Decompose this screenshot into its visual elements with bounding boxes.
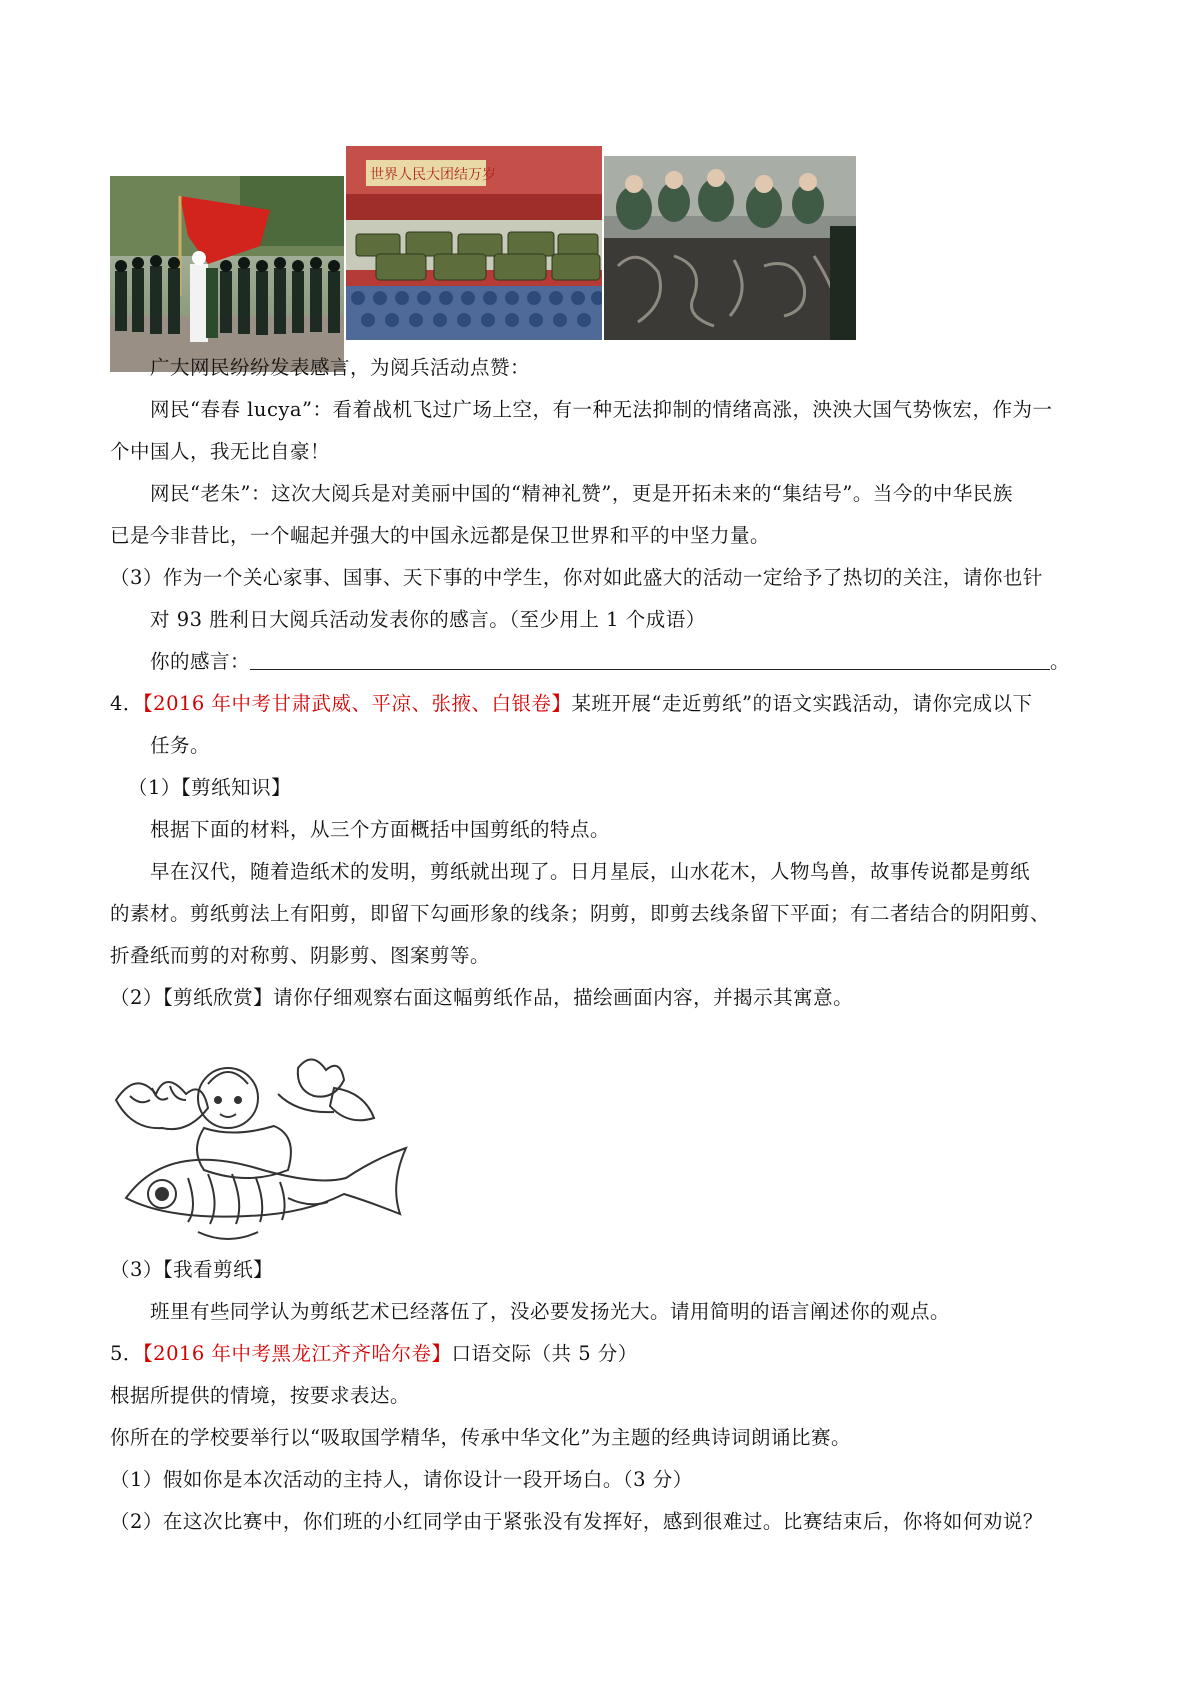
netizen-comment-2-line-1: 网民“老朱”：这次大阅兵是对美丽中国的“精神礼赞”，更是开拓未来的“集结号”。当今的中华民族	[150, 482, 1013, 505]
question-5-intro-1: 根据所提供的情境，按要求表达。	[110, 1384, 411, 1407]
question-4-1-material-line-2: 的素材。剪纸剪法上有阳剪，即留下勾画形象的线条；阴剪，即剪去线条留下平面；有二者结合的阴阳剪、	[110, 902, 1051, 925]
netizen-comment-1-line-1: 网民“春春 lucya”：看着战机飞过广场上空，有一种无法抑制的情绪高涨，泱泱大国气势恢宏，作为一	[150, 398, 1053, 421]
question-5-number: 5．	[110, 1342, 143, 1365]
question-4-3-title: （3）【我看剪纸】	[110, 1258, 274, 1281]
question-4-1-instruction: 根据下面的材料，从三个方面概括中国剪纸的特点。	[150, 818, 611, 841]
parade-photo-flag-bearers	[110, 176, 344, 372]
parade-photos	[110, 158, 930, 370]
question-5-text: 口语交际（共 5 分）	[451, 1342, 638, 1365]
question-4-1-material-line-1: 早在汉代，随着造纸术的发明，剪纸就出现了。日月星辰，山水花木，人物鸟兽，故事传说都是剪纸	[150, 860, 1031, 883]
netizen-comment-2-line-2: 已是今非昔比，一个崛起并强大的中国永远都是保卫世界和平的中坚力量。	[110, 524, 771, 547]
intro-line: 广大网民纷纷发表感言，为阅兵活动点赞：	[150, 356, 531, 379]
question-4-text: 某班开展“走近剪纸”的语文实践活动，请你完成以下	[571, 692, 1033, 715]
answer-blank[interactable]	[250, 651, 1050, 670]
question-5-intro-2: 你所在的学校要举行以“吸取国学精华，传承中华文化”为主题的经典诗词朗诵比赛。	[110, 1426, 851, 1449]
question-5-1: （1）假如你是本次活动的主持人，请你设计一段开场白。（3 分）	[110, 1468, 693, 1491]
question-4-text-line-2: 任务。	[150, 734, 211, 757]
question-3-line-2: 对 93 胜利日大阅兵活动发表你的感言。（至少用上 1 个成语）	[150, 608, 706, 631]
question-4-1-material-line-3: 折叠纸而剪的对称剪、阴影剪、图案剪等。	[110, 944, 491, 967]
parade-photo-vehicles	[346, 146, 602, 340]
tiananmen-banner-text: 世界人民大团结万岁	[370, 167, 496, 183]
question-4-source: 【2016 年中考甘肃武威、平凉、张掖、白银卷】	[142, 692, 572, 715]
question-4-number: 4．	[110, 692, 143, 715]
question-5-source: 【2016 年中考黑龙江齐齐哈尔卷】	[142, 1342, 452, 1365]
question-3-line-1: （3）作为一个关心家事、国事、天下事的中学生，你对如此盛大的活动一定给予了热切的关注，请你也针	[110, 566, 1043, 589]
answer-end: 。	[1050, 650, 1071, 673]
question-3-answer-row	[150, 650, 1070, 674]
paper-cut-illustration	[108, 1048, 426, 1248]
question-4-3-text: 班里有些同学认为剪纸艺术已经落伍了，没必要发扬光大。请用简明的语言阐述你的观点。	[150, 1300, 951, 1323]
parade-photo-veterans	[604, 156, 856, 340]
question-5-heading	[110, 1342, 638, 1366]
question-4-heading	[110, 692, 1032, 716]
answer-label: 你的感言：	[150, 650, 251, 673]
question-4-1-title: （1）【剪纸知识】	[128, 776, 292, 799]
question-5-2: （2）在这次比赛中，你们班的小红同学由于紧张没有发挥好，感到很难过。比赛结束后，你将如何劝说？	[110, 1510, 1043, 1533]
question-4-2: （2）【剪纸欣赏】请你仔细观察右面这幅剪纸作品，描绘画面内容，并揭示其寓意。	[110, 986, 854, 1009]
netizen-comment-1-line-2: 个中国人，我无比自豪！	[110, 440, 331, 463]
